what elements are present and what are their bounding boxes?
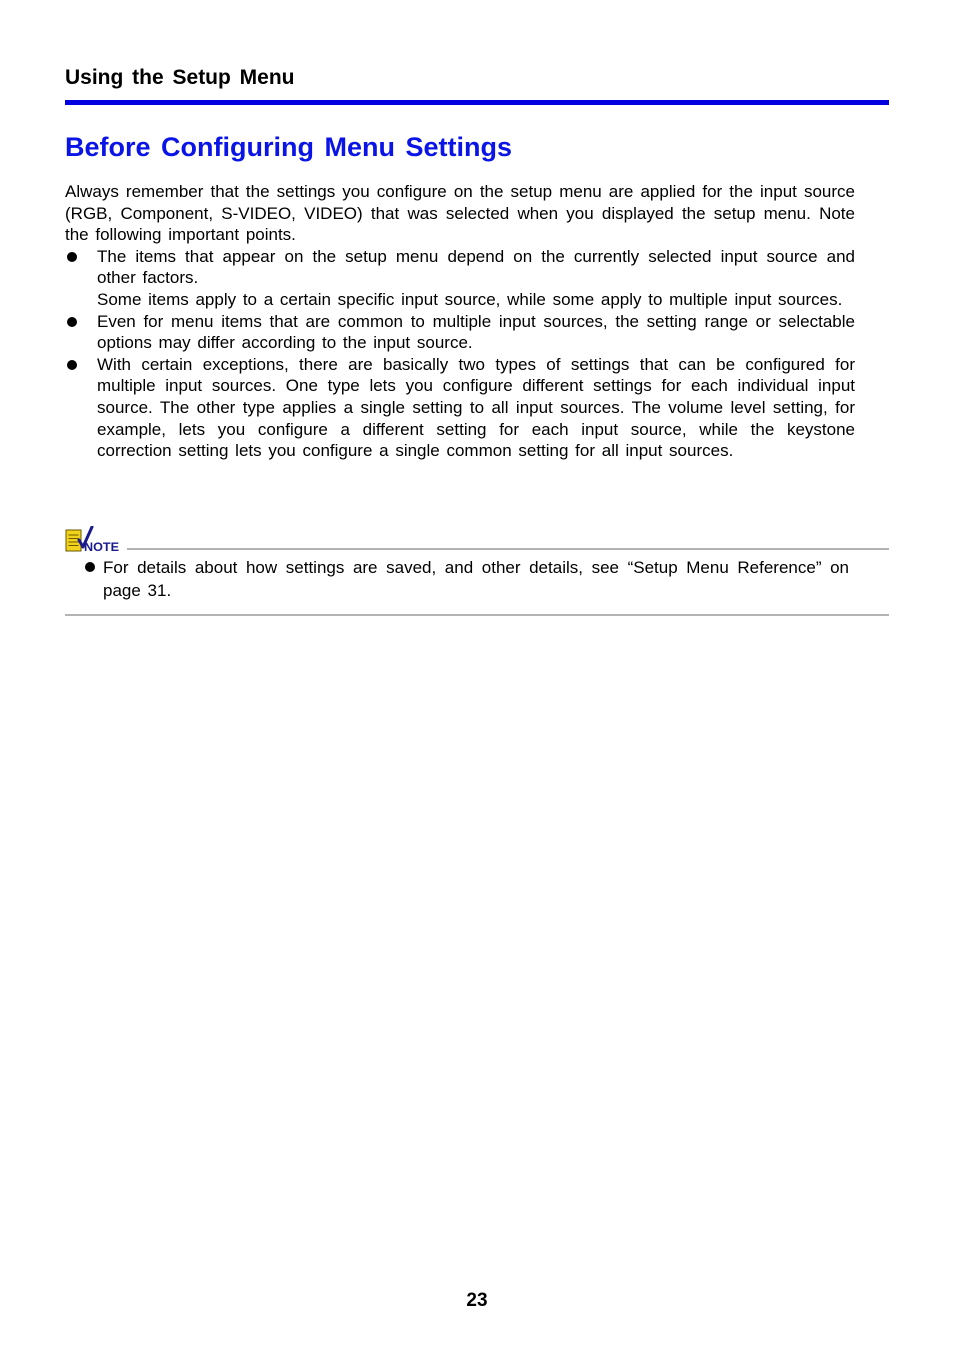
intro-paragraph: Always remember that the settings you configure on the setup menu are applied for the input source (RGB, Component, S-VIDEO, VIDEO) that was selected when you displayed the setup menu. Note the following important points. xyxy=(65,182,855,245)
header-rule xyxy=(65,100,889,105)
bullet-text: With certain exceptions, there are basically two types of settings that can be configured for multiple input sources. One type lets you configure different settings for each individual input source. The other type applies a single setting to all input sources. The volume level setting, for example, lets you configure a different setting for each input source, while the keystone correction setting lets you configure a single common setting for all input sources. xyxy=(97,354,855,461)
bullet-item xyxy=(65,354,855,462)
note-label: NOTE xyxy=(84,540,119,554)
bullet-item xyxy=(65,246,855,311)
note-text: For details about how settings are saved, and other details, see “Setup Menu Reference” on page 31. xyxy=(103,558,849,600)
bullet-icon xyxy=(67,360,77,370)
bullet-text: Some items apply to a certain specific input source, while some apply to multiple input sources. xyxy=(97,289,843,309)
note-icon xyxy=(65,526,121,554)
note-item xyxy=(85,556,849,602)
bullet-icon xyxy=(67,252,77,262)
section-header: Using the Setup Menu xyxy=(65,66,295,89)
bullet-icon xyxy=(67,317,77,327)
note-list xyxy=(85,556,849,602)
main-content xyxy=(65,181,855,462)
note-rule xyxy=(127,548,889,550)
bullet-icon xyxy=(85,562,95,572)
bullet-list xyxy=(65,246,855,462)
bullet-text: The items that appear on the setup menu depend on the currently selected input source and other factors. xyxy=(97,246,855,288)
page-title: Before Configuring Menu Settings xyxy=(65,132,512,162)
page-number: 23 xyxy=(466,1290,488,1311)
note-bottom-rule xyxy=(65,614,889,616)
bullet-text: Even for menu items that are common to multiple input sources, the setting range or selectable options may differ according to the input source. xyxy=(97,311,855,353)
bullet-item xyxy=(65,311,855,354)
